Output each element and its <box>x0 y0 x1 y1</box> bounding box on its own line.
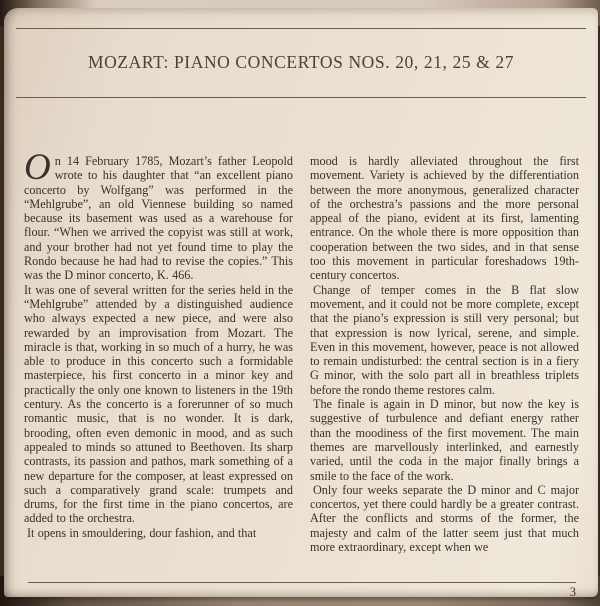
divider-top <box>16 28 586 29</box>
paragraph <box>24 147 293 283</box>
paragraph: Only four weeks separate the D minor and C major concertos, yet there could hardly be a greater contrast. After the conflicts and storms of the former, the majesty and calm of the latter seem just that much more extraordinary, except when we <box>310 482 579 555</box>
paragraph: It opens in smouldering, dour fashion, and that <box>27 525 257 540</box>
paragraph: mood is hardly alleviated throughout the first movement. Variety is achieved by the differentiation between the more anonymous, generalized character of the orchestra’s passions and the more personal appeal of the piano, evident at its first, lamenting entrance. On the whole there is more opposition than cooperation between the two sides, and in that sense too this movement in particular foreshadows 19th-century concertos. <box>310 154 579 283</box>
divider-under-title <box>16 97 586 98</box>
paragraph: Change of temper comes in the B flat slow movement, and it could not be more complete, except that the piano’s expression is still very personal; but that expression is now lyrical, serene, and simple. Even in this movement, however, peace is not allowed to remain undisturbed: the central section is in a fiery G minor, with the solo part all in breathless triplets before the rondo theme restores calm. <box>310 282 579 397</box>
text-columns <box>24 147 579 555</box>
page-title: MOZART: PIANO CONCERTOS NOS. 20, 21, 25 & 27 <box>87 52 515 72</box>
booklet-page <box>4 8 598 597</box>
drop-cap: O <box>24 147 51 188</box>
paragraph-text: n 14 February 1785, Mozart’s father Leopold wrote to his daughter that “an excellent piano concerto by Wolfgang” was performed in the “Mehlgrube”, an old Viennese building so named because its basement was used as a warehouse for flour. “When we arrived the copyist was still at work, and your brother had not yet found time to play the Rondo because he had had to revise the copies.” This was the D minor concerto, K. 466. <box>24 154 293 283</box>
right-column <box>310 154 579 554</box>
left-column <box>24 147 293 554</box>
paragraph: It was one of several written for the series held in the “Mehlgrube” attended by a distinguished audience who always expected a new piece, and were also rewarded by an improvisation from Mozart. The miracle is that, working in so much of a hurry, he was able to produce in this concerto such a formidable masterpiece, his first concerto in a minor key and practically the only one known to listeners in the 19th century. As the concerto is a forerunner of so much romantic music, that is no wonder. It is dark, brooding, often even demonic in mood, and as such appealed to minds so attuned to Beethoven. Its sharp contrasts, its passion and pathos, mark something of a new departure for the composer, at least expressed on such a comparatively grand scale: trumpets and drums, for the first time in the piano concertos, are added to the orchestra. <box>24 282 293 526</box>
paragraph: The finale is again in D minor, but now the key is suggestive of turbulence and defiant energy rather than the moodiness of the first movement. The main themes are marvellously interlinked, and earnestly varied, until the coda in the major finally brings a smile to the face of the work. <box>310 397 579 483</box>
page-number: 3 <box>569 585 576 599</box>
divider-bottom <box>28 582 576 583</box>
